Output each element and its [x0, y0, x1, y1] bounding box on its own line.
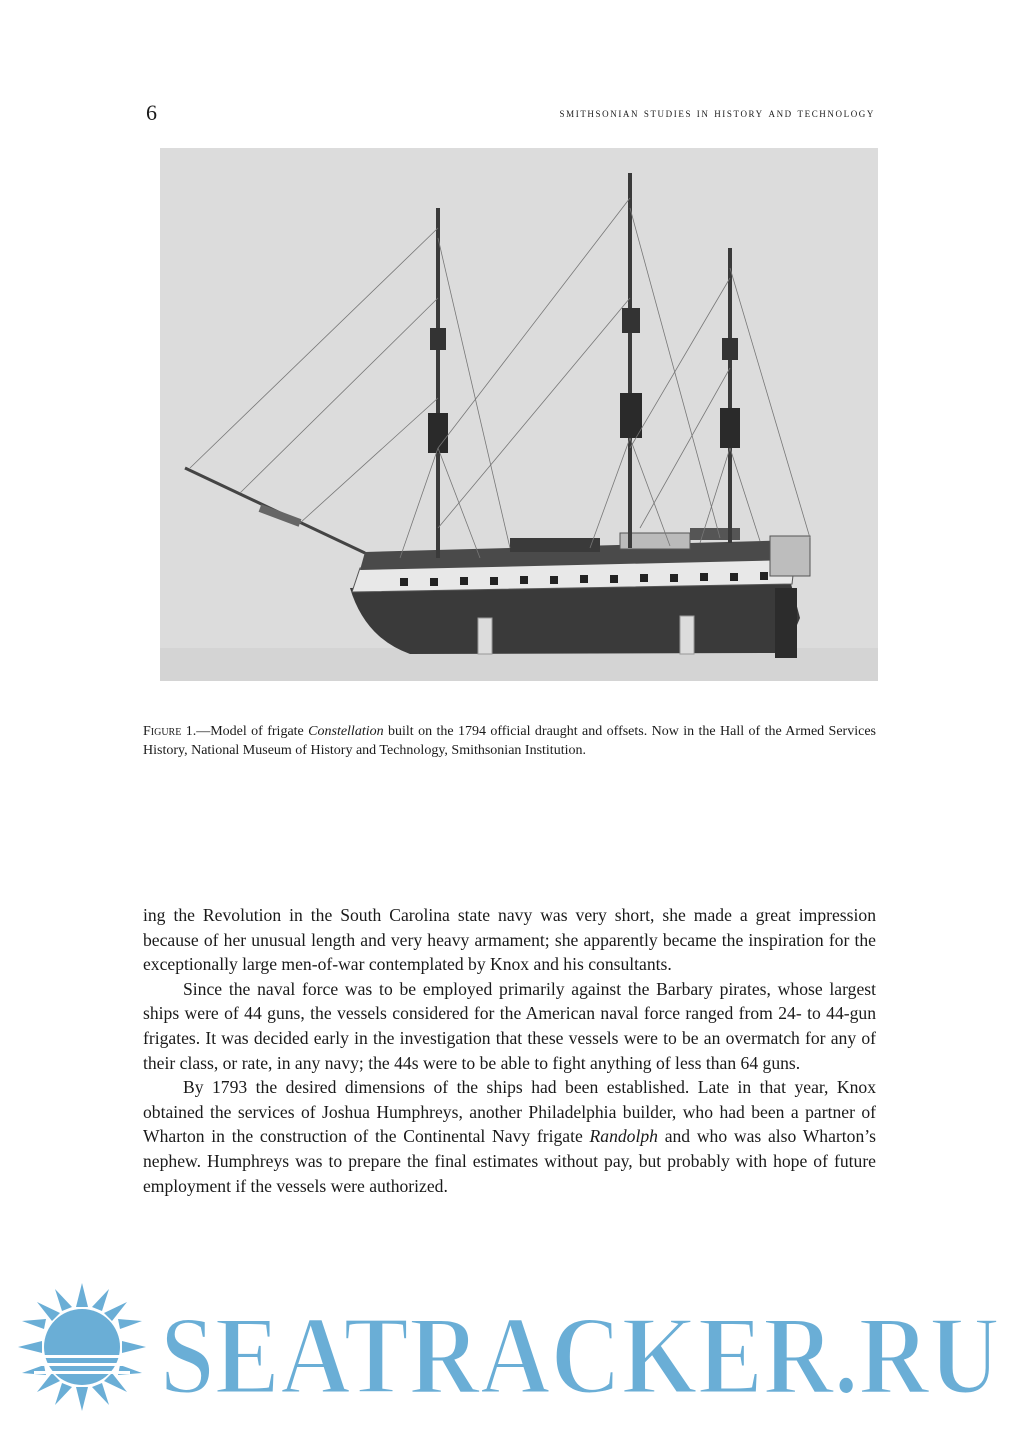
caption-text-1: —Model of frigate [196, 724, 309, 739]
page-number: 6 [146, 100, 157, 125]
paragraph-3 [143, 1075, 876, 1198]
seatracker-watermark [0, 1283, 1018, 1435]
ship-model-figure [160, 148, 878, 681]
paragraph-3-text-1: By 1793 the desired dimensions of the ships had been established. Late in that year, Knox obtained the services of Joshua Humphreys, another Philadelphia builder, who had been a partner of Wharton in the construction of the Continental Navy frigate [143, 1077, 876, 1147]
caption-ship-name: Constellation [308, 724, 384, 739]
figure-caption [143, 722, 876, 760]
paragraph-1: ing the Revolution in the South Carolina state navy was very short, she made a great impression because of her unusual length and very heavy armament; she apparently became the inspiration for the exceptionally large men-of-war contemplated by Knox and his consultants. [143, 905, 876, 975]
running-head: smithsonian studies in history and technology [559, 106, 875, 120]
body-text [143, 903, 876, 1198]
ship-model-photo [160, 148, 878, 681]
paragraph-2: Since the naval force was to be employed primarily against the Barbary pirates, whose largest ships were of 44 guns, the vessels considered for the American naval force ranged from 24- to 44-gun frigates. It was decided early in the investigation that these vessels were to be an overmatch for any of their class, or rate, in any navy; the 44s were to be able to fight anything of less than 64 guns. [143, 978, 876, 1073]
caption-label: Figure 1. [143, 724, 197, 739]
paragraph-3-text-2: and who was also Wharton’s nephew. Humphreys was to prepare the final estimates without pay, but probably with hope of future employment if the vessels were authorized. [143, 1126, 876, 1196]
caption-text-2: built on the 1794 official draught and offsets. Now in the Hall of the Armed Services History, National Museum of History and Technology, Smithsonian Institution. [143, 724, 876, 758]
sun-icon [18, 1283, 146, 1411]
watermark-text: SEATRACKER.RU [160, 1294, 1000, 1418]
paragraph-3-ship-name: Randolph [589, 1126, 658, 1147]
